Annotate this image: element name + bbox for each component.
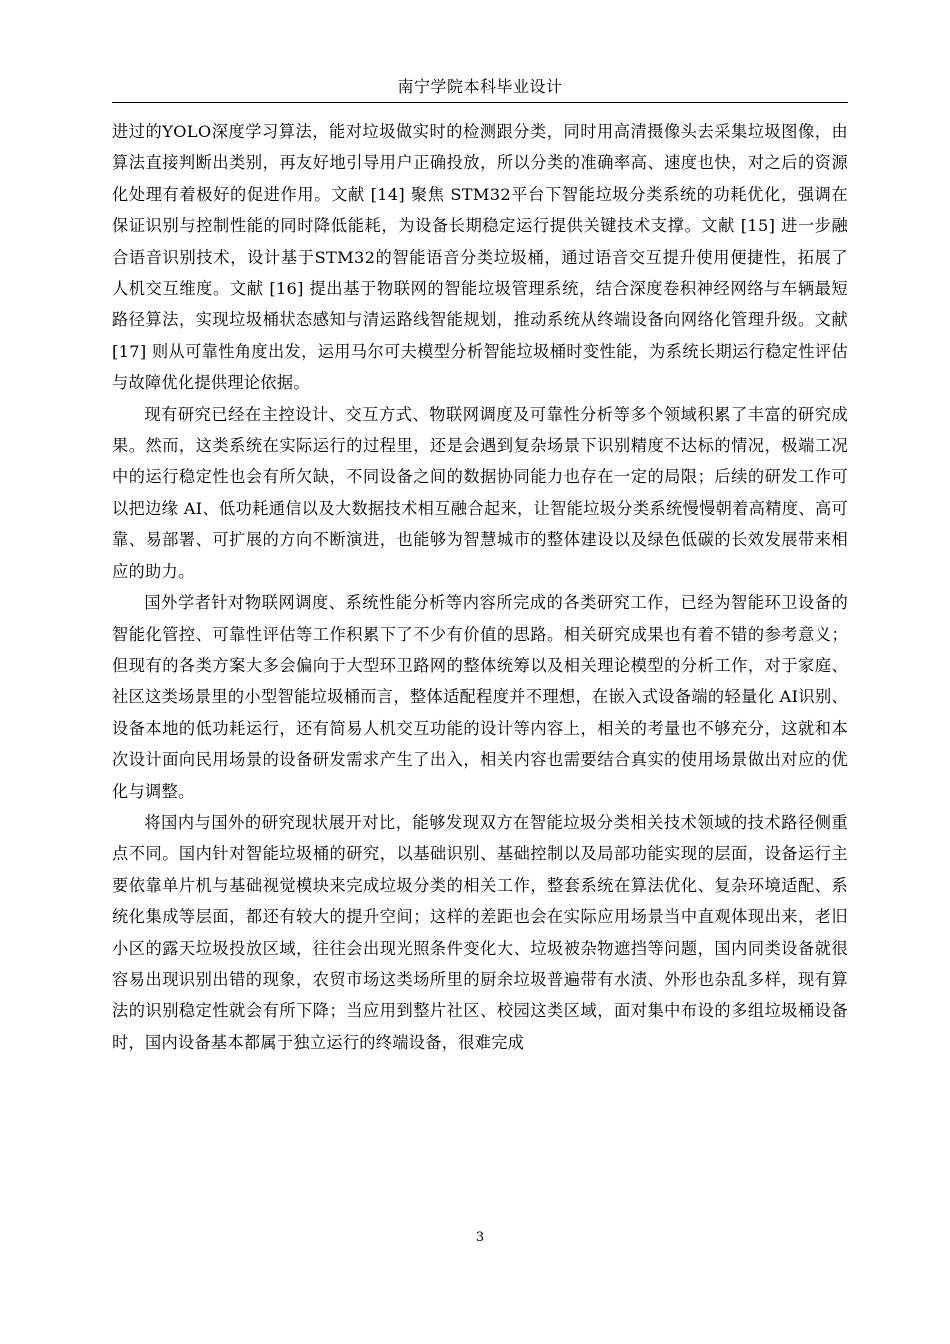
paragraph-4: 将国内与国外的研究现状展开对比，能够发现双方在智能垃圾分类相关技术领域的技术路径侧重点不同。国内针对智能垃圾桶的研究，以基础识别、基础控制以及局部功能实现的层面，设备运行主要依靠单片机与基础视觉模块来完成垃圾分类的相关工作，整套系统在算法优化、复杂环境适配、系统化集成等层面，都还有较大的提升空间；这样的差距也会在实际应用场景当中直观体现出来，老旧小区的露天垃圾投放区域，往往会出现光照条件变化大、垃圾被杂物遮挡等问题，国内同类设备就很容易出现识别出错的现象，农贸市场这类场所里的厨余垃圾普遍带有水渍、外形也杂乱多样，现有算法的识别稳定性就会有所下降；当应用到整片社区、校园这类区域，面对集中布设的多组垃圾桶设备时，国内设备基本都属于独立运行的终端设备，很难完成 <box>112 812 848 1052</box>
header-divider <box>112 102 848 103</box>
page-header-title: 南宁学院本科毕业设计 <box>397 77 563 96</box>
paragraph-2: 现有研究已经在主控设计、交互方式、物联网调度及可靠性分析等多个领域积累了丰富的研究成果。然而，这类系统在实际运行的过程里，还是会遇到复杂场景下识别精度不达标的情况，极端工况中的运行稳定性也会有所欠缺，不同设备之间的数据协同能力也存在一定的局限；后续的研发工作可以把边缘 AI、低功耗通信以及大数据技术相互融合起来，让智能垃圾分类系统慢慢朝着高精度、高可靠、易部署、可扩展的方向不断演进，也能够为智慧城市的整体建设以及绿色低碳的长效发展带来相应的助力。 <box>112 404 848 581</box>
paragraph-1: 进过的YOLO深度学习算法，能对垃圾做实时的检测跟分类，同时用高清摄像头去采集垃圾图像，由算法直接判断出类别，再友好地引导用户正确投放，所以分类的准确率高、速度也快，对之后的资源化处理有着极好的促进作用。文献 [14] 聚焦 STM32平台下智能垃圾分类系统的功耗优化，强调在保证识别与控制性能的同时降低能耗，为设备长期稳定运行提供关键技术支撑。文献 [15] 进一步融合语音识别技术，设计基于STM32的智能语音分类垃圾桶，通过语音交互提升使用便捷性，拓展了人机交互维度。文献 [16] 提出基于物联网的智能垃圾管理系统，结合深度卷积神经网络与车辆最短路径算法，实现垃圾桶状态感知与清运路线智能规划，推动系统从终端设备向网络化管理升级。文献 [17] 则从可靠性角度出发，运用马尔可夫模型分析智能垃圾桶时变性能，为系统长期运行稳定性评估与故障优化提供理论依据。 <box>112 122 848 393</box>
paragraph-3: 国外学者针对物联网调度、系统性能分析等内容所完成的各类研究工作，已经为智能环卫设备的智能化管控、可靠性评估等工作积累下了不少有价值的思路。相关研究成果也有着不错的参考意义；但现有的各类方案大多会偏向于大型环卫路网的整体统筹以及相关理论模型的分析工作，对于家庭、社区这类场景里的小型智能垃圾桶而言，整体适配程度并不理想，在嵌入式设备端的轻量化 AI识别、设备本地的低功耗运行，还有简易人机交互功能的设计等内容上，相关的考量也不够充分，这就和本次设计面向民用场景的设备研发需求产生了出入，相关内容也需要结合真实的使用场景做出对应的优化与调整。 <box>112 593 848 801</box>
page-number: 3 <box>475 1230 485 1245</box>
document-body <box>112 116 848 1058</box>
